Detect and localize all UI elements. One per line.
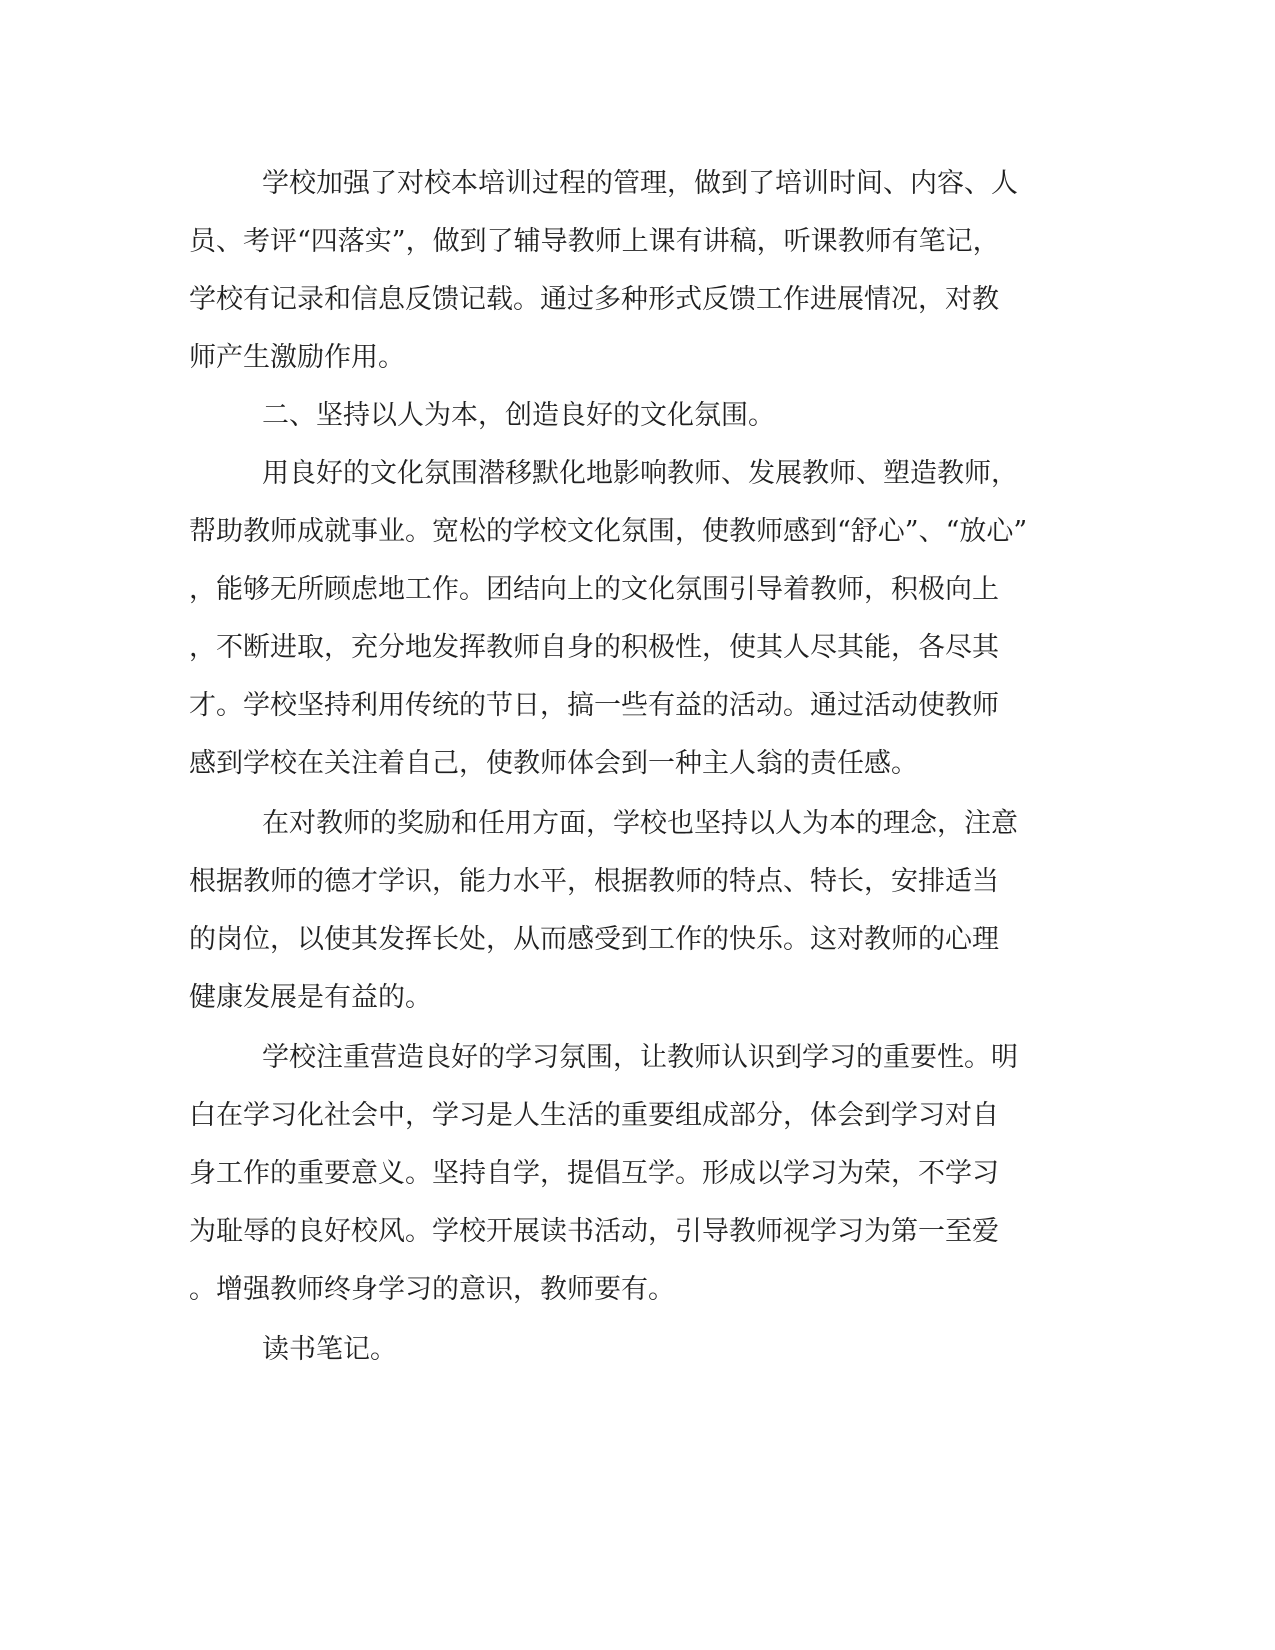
text-line: 感到学校在关注着自己，使教师体会到一种主人翁的责任感。 [189,748,918,779]
text-line: 学校有记录和信息反馈记载。通过多种形式反馈工作进展情况，对教 [189,284,999,315]
section-heading: 二、坚持以人为本，创造良好的文化氛围。 [262,400,775,431]
text-line: 学校加强了对校本培训过程的管理，做到了培训时间、内容、人 [262,168,1018,199]
text-line: ，不断进取，充分地发挥教师自身的积极性，使其人尽其能，各尽其 [189,632,999,663]
text-line: 的岗位，以使其发挥长处，从而感受到工作的快乐。这对教师的心理 [189,924,999,955]
text-line: 员、考评“四落实”，做到了辅导教师上课有讲稿，听课教师有笔记， [189,226,1000,257]
text-line: ，能够无所顾虑地工作。团结向上的文化氛围引导着教师，积极向上 [189,574,999,605]
text-line: 用良好的文化氛围潜移默化地影响教师、发展教师、塑造教师， [262,458,1018,489]
text-line: 白在学习化社会中，学习是人生活的重要组成部分，体会到学习对自 [189,1100,999,1131]
text-line: 学校注重营造良好的学习氛围，让教师认识到学习的重要性。明 [262,1042,1018,1073]
text-line: 才。学校坚持利用传统的节日，搞一些有益的活动。通过活动使教师 [189,690,999,721]
text-line: 。增强教师终身学习的意识，教师要有。 [189,1274,675,1305]
text-line: 为耻辱的良好校风。学校开展读书活动，引导教师视学习为第一至爱 [189,1216,999,1247]
text-line: 身工作的重要意义。坚持自学，提倡互学。形成以学习为荣，不学习 [189,1158,999,1189]
text-line: 帮助教师成就事业。宽松的学校文化氛围，使教师感到“舒心”、“放心” [189,516,1028,547]
text-line: 读书笔记。 [262,1334,397,1365]
text-line: 健康发展是有益的。 [189,982,432,1013]
text-line: 师产生激励作用。 [189,342,405,373]
text-line: 在对教师的奖励和任用方面，学校也坚持以人为本的理念，注意 [262,808,1018,839]
text-line: 根据教师的德才学识，能力水平，根据教师的特点、特长，安排适当 [189,866,999,897]
